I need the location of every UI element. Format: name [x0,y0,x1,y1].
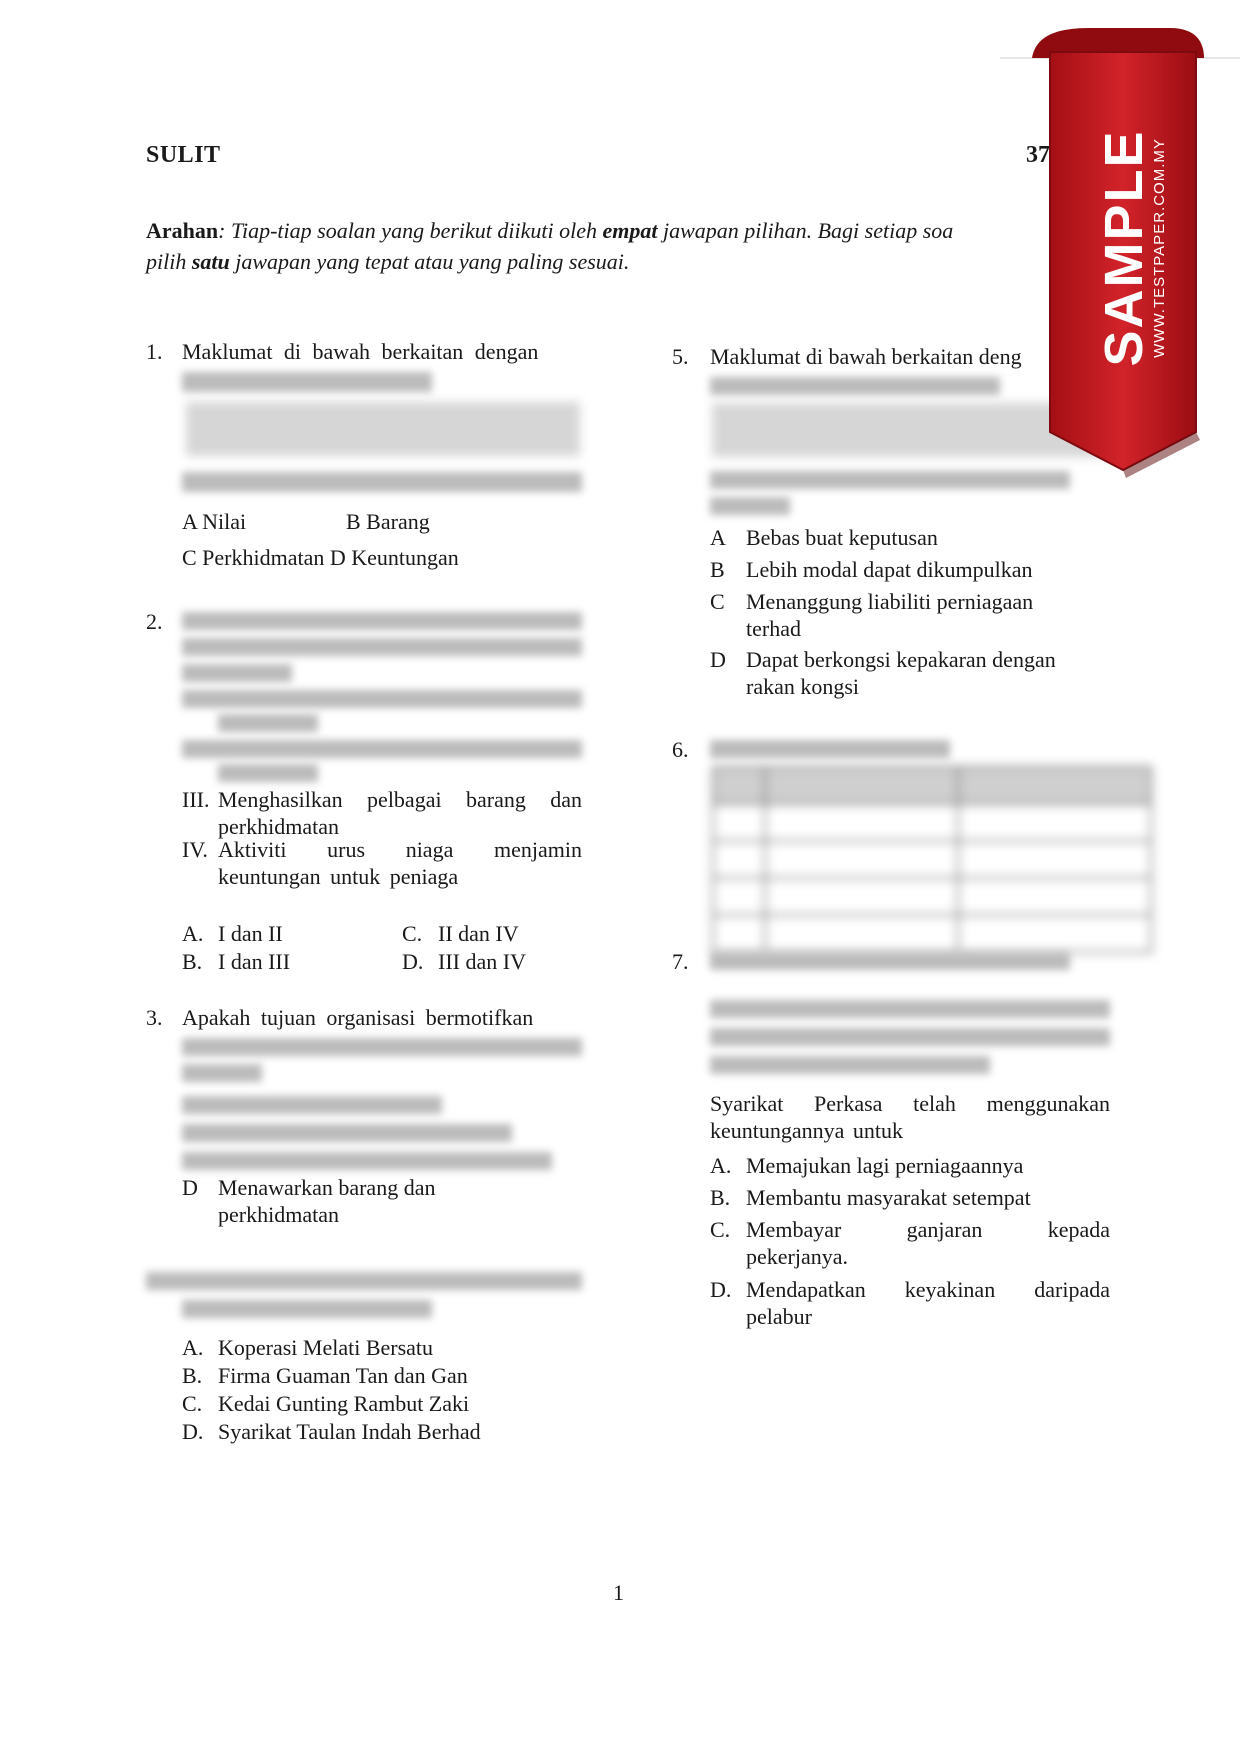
question-number: 5. [672,344,689,369]
redacted-text [146,1272,582,1290]
redacted-option-b [182,1124,512,1142]
ribbon-title: SAMPLE [1094,129,1154,367]
redacted-text [182,612,582,630]
redacted-text [218,764,318,782]
q7-stem: Syarikat Perkasa telah menggunakan keuntungannya untuk [710,1091,1110,1143]
redacted-option-c [182,1152,552,1170]
question-number: 3. [146,1005,163,1030]
redacted-text [182,1064,262,1082]
question-number: 1. [146,339,163,364]
redacted-statement-1 [182,690,582,708]
ribbon-url: WWW.TESTPAPER.COM.MY [1151,138,1168,358]
redacted-option-a [182,1096,442,1114]
redacted-text [710,952,1070,970]
question-stem: Maklumat di bawah berkaitan dengan [182,339,539,364]
q1-option-a: A Nilai [182,509,247,534]
redacted-table [712,766,1152,953]
redacted-text [182,664,292,682]
question-number: 7. [672,949,689,974]
redacted-text [710,1056,990,1074]
redacted-text [182,372,432,392]
redacted-text [182,1300,432,1318]
redacted-text [710,1000,1110,1018]
question-7 [672,948,1112,1078]
question-3 [146,1004,582,1184]
redacted-text [182,1038,582,1056]
question-4 [146,1268,582,1328]
redacted-text [218,714,318,732]
question-number: 2. [146,609,163,634]
question-1 [146,338,582,578]
redacted-text [710,740,950,758]
question-stem: Maklumat di bawah berkaitan deng [710,344,1022,369]
header-paper-code: 37 [1026,142,1050,168]
redacted-text [182,638,582,656]
sample-ribbon [1000,22,1240,492]
instructions: Arahan: Tiap-tiap soalan yang berikut diikuti oleh empat jawapan pilihan. Bagi setiap soa pilih satu jawapan yang tepat atau yang paling sesuai. [146,218,954,274]
question-number: 6. [672,737,689,762]
redacted-text [710,377,1000,395]
q1-option-b: B Barang [346,509,430,534]
header-sulit: SULIT [146,142,221,168]
redacted-text [182,472,582,492]
page-number: 1 [613,1580,624,1605]
instructions-label: Arahan [146,218,219,243]
question-6 [672,736,1152,936]
q1-option-c-d: C Perkhidmatan D Keuntungan [182,545,459,570]
redacted-text [710,1028,1110,1046]
redacted-statement-2 [182,740,582,758]
question-stem: Apakah tujuan organisasi bermotifkan [182,1005,534,1030]
redacted-text [710,497,790,515]
redacted-info-box [186,402,580,456]
